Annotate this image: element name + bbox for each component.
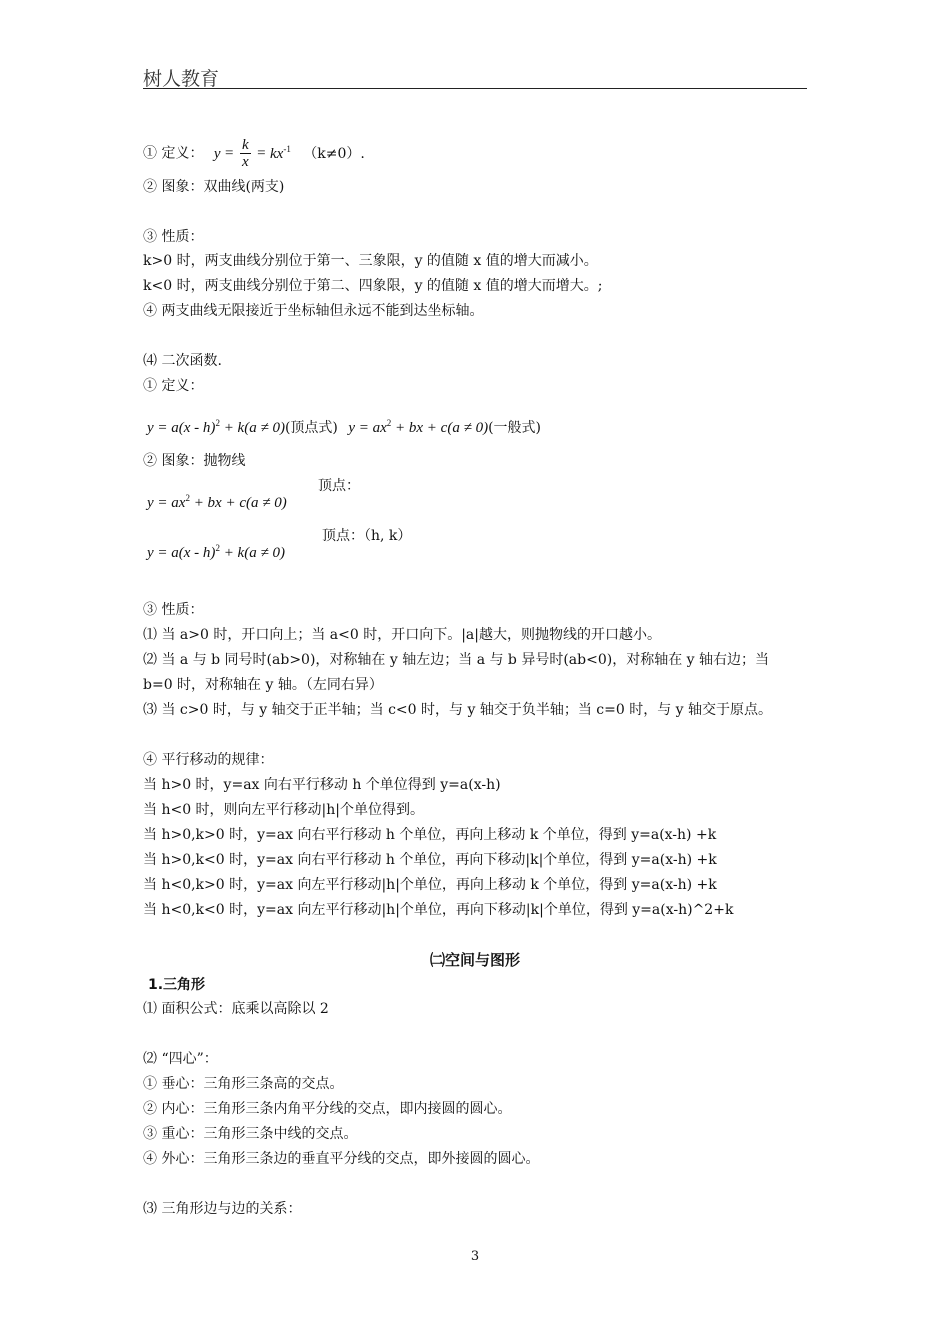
- header-title: 树人教育: [143, 68, 220, 90]
- formula-kx-base: kx: [270, 145, 284, 162]
- shift-rule-4: 当 h>0,k<0 时，y=ax 向右平行移动 h 个单位，再向下移动|k|个单位，得到 y=a(x-h) +k: [143, 852, 717, 868]
- triangle-area: ⑴ 面积公式：底乘以高除以 2: [143, 1001, 329, 1017]
- graph-vertex-form: [147, 545, 285, 561]
- triangle-centers-label: ⑵ “四心”：: [143, 1051, 218, 1067]
- page-number: 3: [470, 1249, 480, 1264]
- inverse-properties-label: ③ 性质：: [143, 229, 204, 245]
- formula-kx: [270, 143, 291, 162]
- formula-fraction: [240, 137, 251, 170]
- quadratic-graph-label: ② 图象：抛物线: [143, 453, 246, 469]
- fraction-numerator: k: [241, 137, 249, 153]
- graph-general-exponent: 2: [185, 493, 190, 503]
- shift-rule-3: 当 h>0,k>0 时，y=ax 向右平行移动 h 个单位，再向上移动 k 个单位，得到 y=a(x-h) +k: [143, 827, 717, 843]
- quadratic-definition-formulas: [147, 414, 541, 437]
- formula-kx-exponent: -1: [283, 143, 291, 154]
- vertex-form-name: (顶点式): [284, 420, 338, 436]
- definition-label: ① 定义：: [143, 145, 204, 162]
- graph-general-form: [147, 495, 287, 511]
- quadratic-property-2b: b=0 时，对称轴在 y 轴。（左同右异）: [143, 677, 383, 693]
- vertex-form-right: + k(a ≠ 0): [219, 420, 285, 436]
- inverse-definition: [143, 137, 365, 170]
- triangle-sides: ⑶ 三角形边与边的关系：: [143, 1201, 302, 1217]
- graph-general-formula: [147, 489, 287, 512]
- inverse-property-1: k>0 时，两支曲线分别位于第一、三象限，y 的值随 x 值的增大而减小。: [143, 253, 598, 269]
- shift-rule-6: 当 h<0,k<0 时，y=ax 向左平行移动|h|个单位，再向下移动|k|个单位，得到 y=a(x-h)^2+k: [143, 902, 734, 918]
- formula-equals: =: [225, 145, 234, 162]
- quadratic-properties-label: ③ 性质：: [143, 602, 204, 618]
- general-form-exponent: 2: [386, 418, 392, 428]
- general-form-name: (一般式): [488, 420, 542, 436]
- shift-rules-label: ④ 平行移动的规律：: [143, 752, 274, 768]
- graph-general-right: + bx + c(a ≠ 0): [189, 495, 287, 511]
- graph-general-left: y = ax: [147, 495, 186, 511]
- triangle-center-1: ① 垂心：三角形三条高的交点。: [143, 1076, 344, 1092]
- shift-rule-1: 当 h>0 时，y=ax 向右平行移动 h 个单位得到 y=a(x-h): [143, 777, 501, 793]
- inverse-graph: ② 图象：双曲线(两支): [143, 179, 285, 195]
- graph-general-vertex: 顶点：: [318, 478, 360, 494]
- graph-vertex-right: + k(a ≠ 0): [219, 545, 285, 561]
- vertex-form: [147, 420, 285, 436]
- formula-y: y: [213, 145, 221, 162]
- quadratic-heading: ⑷ 二次函数.: [143, 353, 222, 369]
- vertex-form-exponent: 2: [215, 418, 220, 428]
- quadratic-property-1: ⑴ 当 a>0 时，开口向上；当 a<0 时，开口向下。|a|越大，则抛物线的开口越小。: [143, 627, 661, 643]
- triangle-center-4: ④ 外心：三角形三条边的垂直平分线的交点，即外接圆的圆心。: [143, 1151, 540, 1167]
- general-form-left: y = ax: [348, 420, 387, 436]
- vertex-form-left: y = a(x - h): [147, 420, 216, 436]
- triangle-center-3: ③ 重心：三角形三条中线的交点。: [143, 1126, 358, 1142]
- quadratic-property-3: ⑶ 当 c>0 时，与 y 轴交于正半轴；当 c<0 时，与 y 轴交于负半轴；当 c=0 时，与 y 轴交于原点。: [143, 702, 773, 718]
- general-form: [348, 420, 488, 436]
- definition-condition: （k≠0）.: [303, 145, 365, 162]
- graph-vertex-left: y = a(x - h): [147, 545, 216, 561]
- formula-equals-2: =: [257, 145, 266, 162]
- triangle-center-2: ② 内心：三角形三条内角平分线的交点，即内接圆的圆心。: [143, 1101, 512, 1117]
- graph-vertex-vertex: 顶点：（h, k）: [322, 528, 412, 544]
- inverse-property-2: k<0 时，两支曲线分别位于第二、四象限，y 的值随 x 值的增大而增大。;: [143, 278, 603, 294]
- header-rule: [143, 88, 807, 89]
- quadratic-property-2a: ⑵ 当 a 与 b 同号时(ab>0)，对称轴在 y 轴左边；当 a 与 b 异号时(ab<0)，对称轴在 y 轴右边；当: [143, 652, 770, 668]
- shift-rule-5: 当 h<0,k>0 时，y=ax 向左平行移动|h|个单位，再向上移动 k 个单位，得到 y=a(x-h) +k: [143, 877, 717, 893]
- section-title: ㈡空间与图形: [429, 951, 520, 969]
- general-form-right: + bx + c(a ≠ 0): [391, 420, 489, 436]
- inverse-property-3: ④ 两支曲线无限接近于坐标轴但永远不能到达坐标轴。: [143, 303, 484, 319]
- quadratic-definition-label: ① 定义：: [143, 378, 204, 394]
- fraction-denominator: x: [241, 154, 249, 170]
- triangle-title: 1.三角形: [148, 977, 206, 993]
- graph-vertex-exponent: 2: [215, 543, 220, 553]
- shift-rule-2: 当 h<0 时，则向左平行移动|h|个单位得到。: [143, 802, 425, 818]
- graph-vertex-formula: [147, 539, 285, 562]
